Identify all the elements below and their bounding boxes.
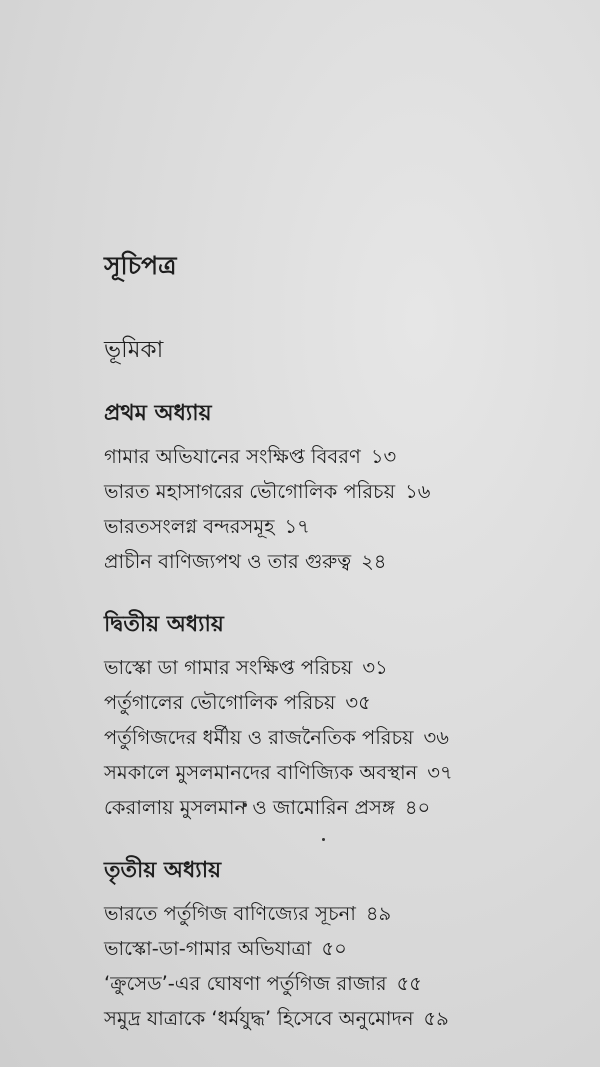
entry-title: ভারতে পর্তুগিজ বাণিজ্যের সূচনা <box>104 902 356 925</box>
toc-entry <box>104 685 574 720</box>
entry-title: সমুদ্র যাত্রাকে ‘ধর্মযুদ্ধ’ হিসেবে অনুমোদন <box>104 1007 414 1030</box>
entry-title: ভারত মহাসাগরের ভৌগোলিক পরিচয় <box>104 480 396 503</box>
entry-title: পর্তুগালের ভৌগোলিক পরিচয় <box>104 691 336 714</box>
toc-entry <box>104 509 574 544</box>
toc-entry <box>104 896 574 931</box>
toc-title: সূচিপত্র <box>104 251 177 280</box>
entry-page: ৩১ <box>362 656 388 679</box>
entry-title: ‘ক্রুসেড’-এর ঘোষণা পর্তুগিজ রাজার <box>104 972 387 995</box>
entry-title: সমকালে মুসলমানদের বাণিজ্যিক অবস্থান <box>104 761 418 784</box>
entry-page: ৫০ <box>321 937 347 960</box>
table-of-contents <box>104 246 574 1064</box>
entry-page: ২৪ <box>361 550 387 573</box>
toc-entry <box>104 720 574 755</box>
entry-page: ১৭ <box>284 515 310 538</box>
chapter-heading: তৃতীয় অধ্যায় <box>104 858 222 883</box>
entry-page: ১৩ <box>370 445 397 468</box>
toc-entry <box>104 439 574 474</box>
toc-entry <box>104 790 574 825</box>
entry-title: প্রাচীন বাণিজ্যপথ ও তার গুরুত্ব <box>104 550 352 573</box>
entry-page: ৩৭ <box>427 761 453 784</box>
entry-page: ৪৯ <box>365 902 392 925</box>
entry-page: ৫৫ <box>396 972 422 995</box>
entry-page: ৪০ <box>404 796 431 819</box>
entry-page: ১৬ <box>405 480 431 503</box>
chapter-2 <box>104 607 574 825</box>
entry-title: ভাস্কো ডা গামার সংক্ষিপ্ত পরিচয় <box>104 656 353 679</box>
toc-entry <box>104 1001 574 1036</box>
entry-page: ৫৯ <box>423 1007 449 1030</box>
toc-entry <box>104 966 574 1001</box>
entry-title: ভারতসংলগ্ন বন্দরসমূহ <box>104 515 275 538</box>
toc-entry <box>104 650 574 685</box>
toc-entry <box>104 474 574 509</box>
entry-title: পর্তুগিজদের ধর্মীয় ও রাজনৈতিক পরিচয় <box>104 726 414 749</box>
toc-entry <box>104 544 574 579</box>
chapter-heading: প্রথম অধ্যায় <box>104 401 212 426</box>
preface-entry: ভূমিকা <box>104 337 164 363</box>
entry-title: কেরালায় মুসলমান ও জামোরিন প্রসঙ্গ <box>104 796 395 819</box>
chapter-1 <box>104 396 574 579</box>
entry-page: ৩৬ <box>423 726 449 749</box>
chapter-heading: দ্বিতীয় অধ্যায় <box>104 612 224 637</box>
entry-title: ভাস্কো-ডা-গামার অভিযাত্রা <box>104 937 312 960</box>
entry-page: ৩৫ <box>345 691 371 714</box>
toc-entry <box>104 755 574 790</box>
entry-title: গামার অভিযানের সংক্ষিপ্ত বিবরণ <box>104 445 361 468</box>
chapter-3 <box>104 853 574 1036</box>
toc-entry <box>104 931 574 966</box>
